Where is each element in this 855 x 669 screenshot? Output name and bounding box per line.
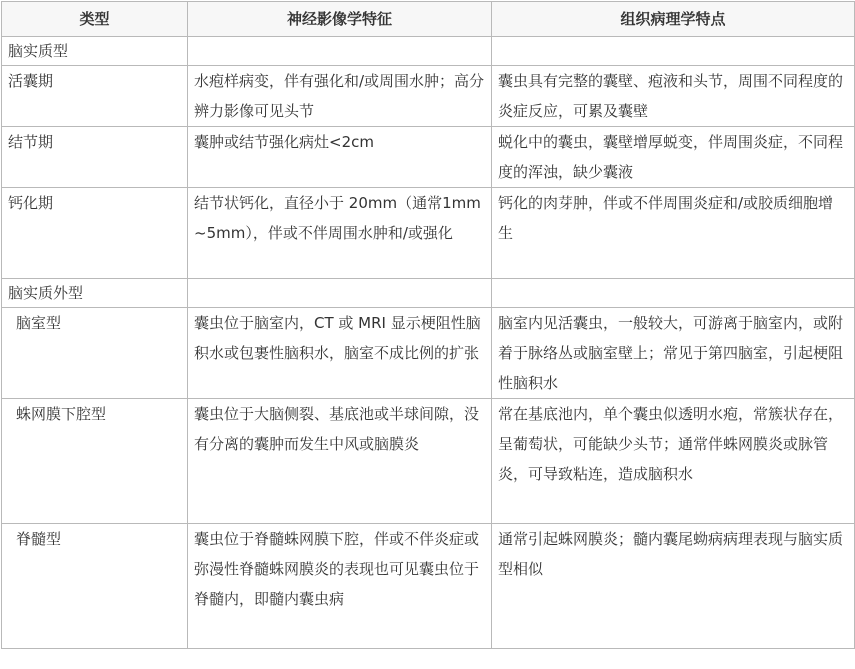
section-title: 脑实质外型 (2, 279, 188, 308)
imaging-cell: 囊虫位于脊髓蛛网膜下腔，伴或不伴炎症或弥漫性脊髓蛛网膜炎的表现也可见囊虫位于脊髓内，即髓内囊虫病 (188, 524, 492, 649)
pathology-cell: 钙化的肉芽肿，伴或不伴周围炎症和/或胶质细胞增生 (492, 188, 855, 279)
section-title: 脑实质型 (2, 37, 188, 66)
empty-cell (188, 37, 492, 66)
type-cell: 脑室型 (2, 308, 188, 399)
empty-cell (492, 37, 855, 66)
pathology-cell: 脑室内见活囊虫，一般较大，可游离于脑室内，或附着于脉络丛或脑室壁上；常见于第四脑室，引起梗阻性脑积水 (492, 308, 855, 399)
section-row-extraparenchymal (2, 279, 855, 308)
table-row (2, 308, 855, 399)
header-imaging: 神经影像学特征 (188, 2, 492, 37)
empty-cell (188, 279, 492, 308)
type-cell: 活囊期 (2, 66, 188, 127)
imaging-cell: 囊肿或结节强化病灶<2cm (188, 127, 492, 188)
pathology-cell: 囊虫具有完整的囊壁、疱液和头节，周围不同程度的炎症反应，可累及囊壁 (492, 66, 855, 127)
imaging-cell: 水疱样病变，伴有强化和/或周围水肿；高分辨力影像可见头节 (188, 66, 492, 127)
comparison-table (1, 1, 855, 649)
section-row-parenchymal (2, 37, 855, 66)
table-row (2, 66, 855, 127)
type-cell: 钙化期 (2, 188, 188, 279)
empty-cell (492, 279, 855, 308)
pathology-cell: 常在基底池内，单个囊虫似透明水疱，常簇状存在，呈葡萄状，可能缺少头节；通常伴蛛网膜炎或脉管炎，可导致粘连，造成脑积水 (492, 399, 855, 524)
table-row (2, 399, 855, 524)
pathology-cell: 蜕化中的囊虫，囊壁增厚蜕变，伴周围炎症，不同程度的浑浊，缺少囊液 (492, 127, 855, 188)
type-cell: 结节期 (2, 127, 188, 188)
table-row (2, 188, 855, 279)
table-row (2, 524, 855, 649)
header-type: 类型 (2, 2, 188, 37)
imaging-cell: 囊虫位于脑室内，CT 或 MRI 显示梗阻性脑积水或包裹性脑积水，脑室不成比例的扩张 (188, 308, 492, 399)
imaging-cell: 结节状钙化，直径小于 20mm（通常1mm~5mm），伴或不伴周围水肿和/或强化 (188, 188, 492, 279)
type-cell: 蛛网膜下腔型 (2, 399, 188, 524)
header-row (2, 2, 855, 37)
header-pathology: 组织病理学特点 (492, 2, 855, 37)
imaging-cell: 囊虫位于大脑侧裂、基底池或半球间隙，没有分离的囊肿而发生中风或脑膜炎 (188, 399, 492, 524)
type-cell: 脊髓型 (2, 524, 188, 649)
table-row (2, 127, 855, 188)
pathology-cell: 通常引起蛛网膜炎；髓内囊尾蚴病病理表现与脑实质型相似 (492, 524, 855, 649)
